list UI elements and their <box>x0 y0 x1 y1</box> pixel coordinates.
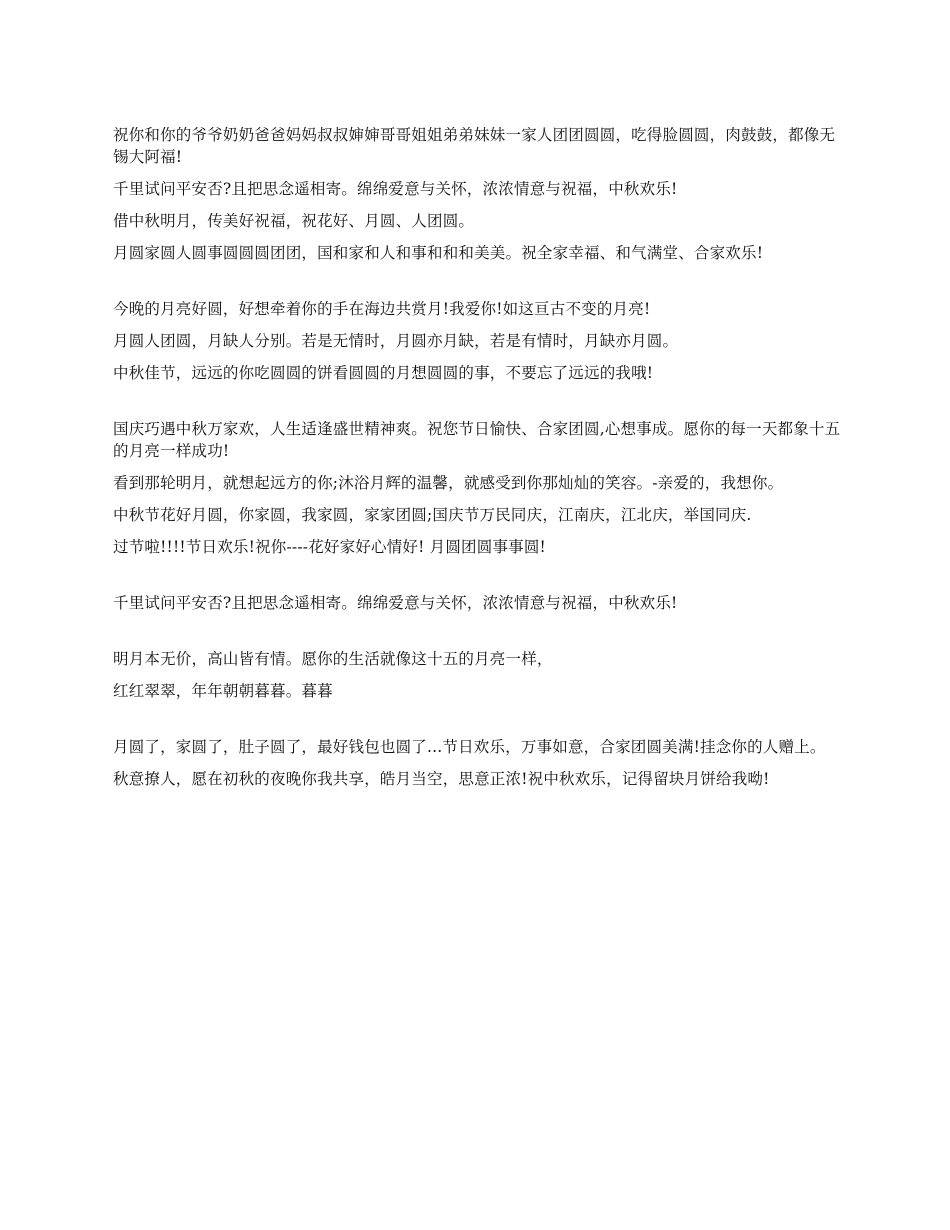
paragraph: 千里试问平安否?且把思念遥相寄。绵绵爱意与关怀，浓浓情意与祝福，中秋欢乐! <box>113 180 678 198</box>
paragraph: 月圆家圆人圆事圆圆圆团团，国和家和人和事和和和美美。祝全家幸福、和气满堂、合家欢乐! <box>113 244 764 262</box>
paragraph: 看到那轮明月，就想起远方的你;沐浴月辉的温馨，就感受到你那灿灿的笑容。-亲爱的，我想你。 <box>113 474 784 492</box>
paragraph: 月圆人团圆，月缺人分别。若是无情时，月圆亦月缺，若是有情时，月缺亦月圆。 <box>113 332 679 350</box>
paragraph: 月圆了，家圆了，肚子圆了，最好钱包也圆了...节日欢乐，万事如意，合家团圆美满!挂念你的人赠上。 <box>113 738 826 756</box>
paragraph: 中秋佳节，远远的你吃圆圆的饼看圆圆的月想圆圆的事，不要忘了远远的我哦! <box>113 364 654 382</box>
paragraph: 红红翠翠，年年朝朝暮暮。暮暮 <box>113 682 333 700</box>
paragraph: 借中秋明月，传美好祝福，祝花好、月圆、人团圆。 <box>113 212 475 230</box>
paragraph: 明月本无价，高山皆有情。愿你的生活就像这十五的月亮一样， <box>113 650 553 668</box>
paragraph: 中秋节花好月圆，你家圆，我家圆，家家团圆;国庆节万民同庆，江南庆，江北庆，举国同庆. <box>113 506 752 524</box>
document-body <box>113 124 843 800</box>
paragraph: 今晚的月亮好圆，好想牵着你的手在海边共赏月!我爱你!如这亘古不变的月亮! <box>113 300 651 318</box>
paragraph: 千里试问平安否?且把思念遥相寄。绵绵爱意与关怀，浓浓情意与祝福，中秋欢乐! <box>113 594 678 612</box>
paragraph: 过节啦!!!!节日欢乐!祝你----花好家好心情好! 月圆团圆事事圆! <box>113 538 546 556</box>
paragraph: 祝你和你的爷爷奶奶爸爸妈妈叔叔婶婶哥哥姐姐弟弟妹妹一家人团团圆圆，吃得脸圆圆，肉鼓鼓，都像无锡大阿福! <box>113 126 836 166</box>
paragraph: 国庆巧遇中秋万家欢，人生适逢盛世精神爽。祝您节日愉快、合家团圆,心想事成。愿你的每一天都象十五的月亮一样成功! <box>113 420 841 460</box>
paragraph: 秋意撩人，愿在初秋的夜晚你我共享，皓月当空，思意正浓!祝中秋欢乐，记得留块月饼给我呦! <box>113 770 770 788</box>
